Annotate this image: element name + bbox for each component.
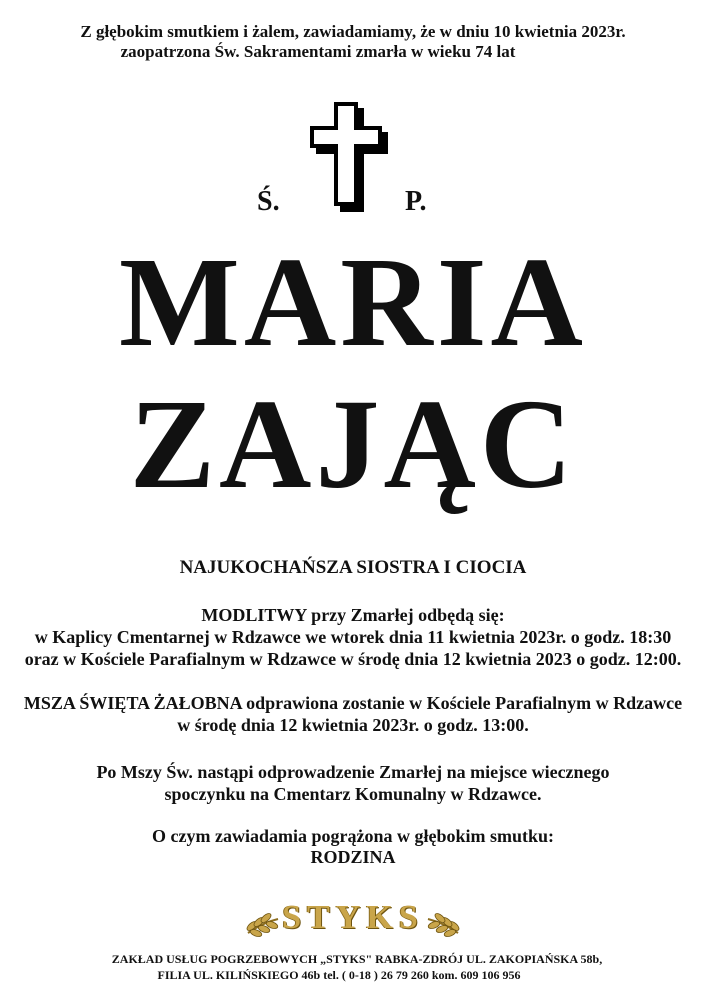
prayers-line-2: oraz w Kościele Parafialnym w Rdzawce w środę dnia 12 kwietnia 2023 o godz. 12:00. (24, 649, 682, 669)
prefix-s: Ś. (257, 186, 280, 217)
footer-line-1: ZAKŁAD USŁUG POGRZEBOWYCH „STYKS" RABKA-ZDRÓJ UL. ZAKOPIAŃSKA 58b, (111, 952, 603, 966)
relation-heading: NAJUKOCHAŃSZA SIOSTRA I CIOCIA (179, 557, 527, 578)
announcement-line-1: O czym zawiadamia pogrążona w głębokim smutku: (152, 826, 554, 846)
intro-line-2: zaopatrzona Św. Sakramentami zmarła w wieku 74 lat (120, 42, 516, 61)
intro-line-1: Z głębokim smutkiem i żalem, zawiadamiamy, że w dniu 10 kwietnia 2023r. (80, 22, 626, 41)
styks-logo (240, 893, 466, 945)
announcement-family: RODZINA (310, 847, 396, 867)
prefix-p: P. (405, 186, 427, 217)
deceased-first-name: MARIA (119, 231, 587, 373)
burial-line-1: Po Mszy Św. nastąpi odprowadzenie Zmarłej na miejsce wiecznego (96, 762, 610, 782)
cross-icon (300, 96, 396, 216)
prayers-line-1: w Kaplicy Cmentarnej w Rdzawce we wtorek dnia 11 kwietnia 2023r. o godz. 18:30 (34, 627, 672, 647)
burial-line-2: spoczynku na Cmentarz Komunalny w Rdzawce. (164, 784, 542, 804)
prayers-heading: MODLITWY przy Zmarłej odbędą się: (201, 605, 505, 625)
mass-line-1: MSZA ŚWIĘTA ŻAŁOBNA odprawiona zostanie w Kościele Parafialnym w Rdzawce (23, 693, 683, 713)
styks-logo-text: STYKS (282, 899, 424, 936)
mass-line-2: w środę dnia 12 kwietnia 2023r. o godz. 13:00. (177, 715, 529, 735)
footer-line-2: FILIA UL. KILIŃSKIEGO 46b tel. ( 0-18 ) 26 79 260 kom. 609 106 956 (157, 968, 521, 982)
deceased-last-name: ZAJĄC (129, 373, 577, 515)
